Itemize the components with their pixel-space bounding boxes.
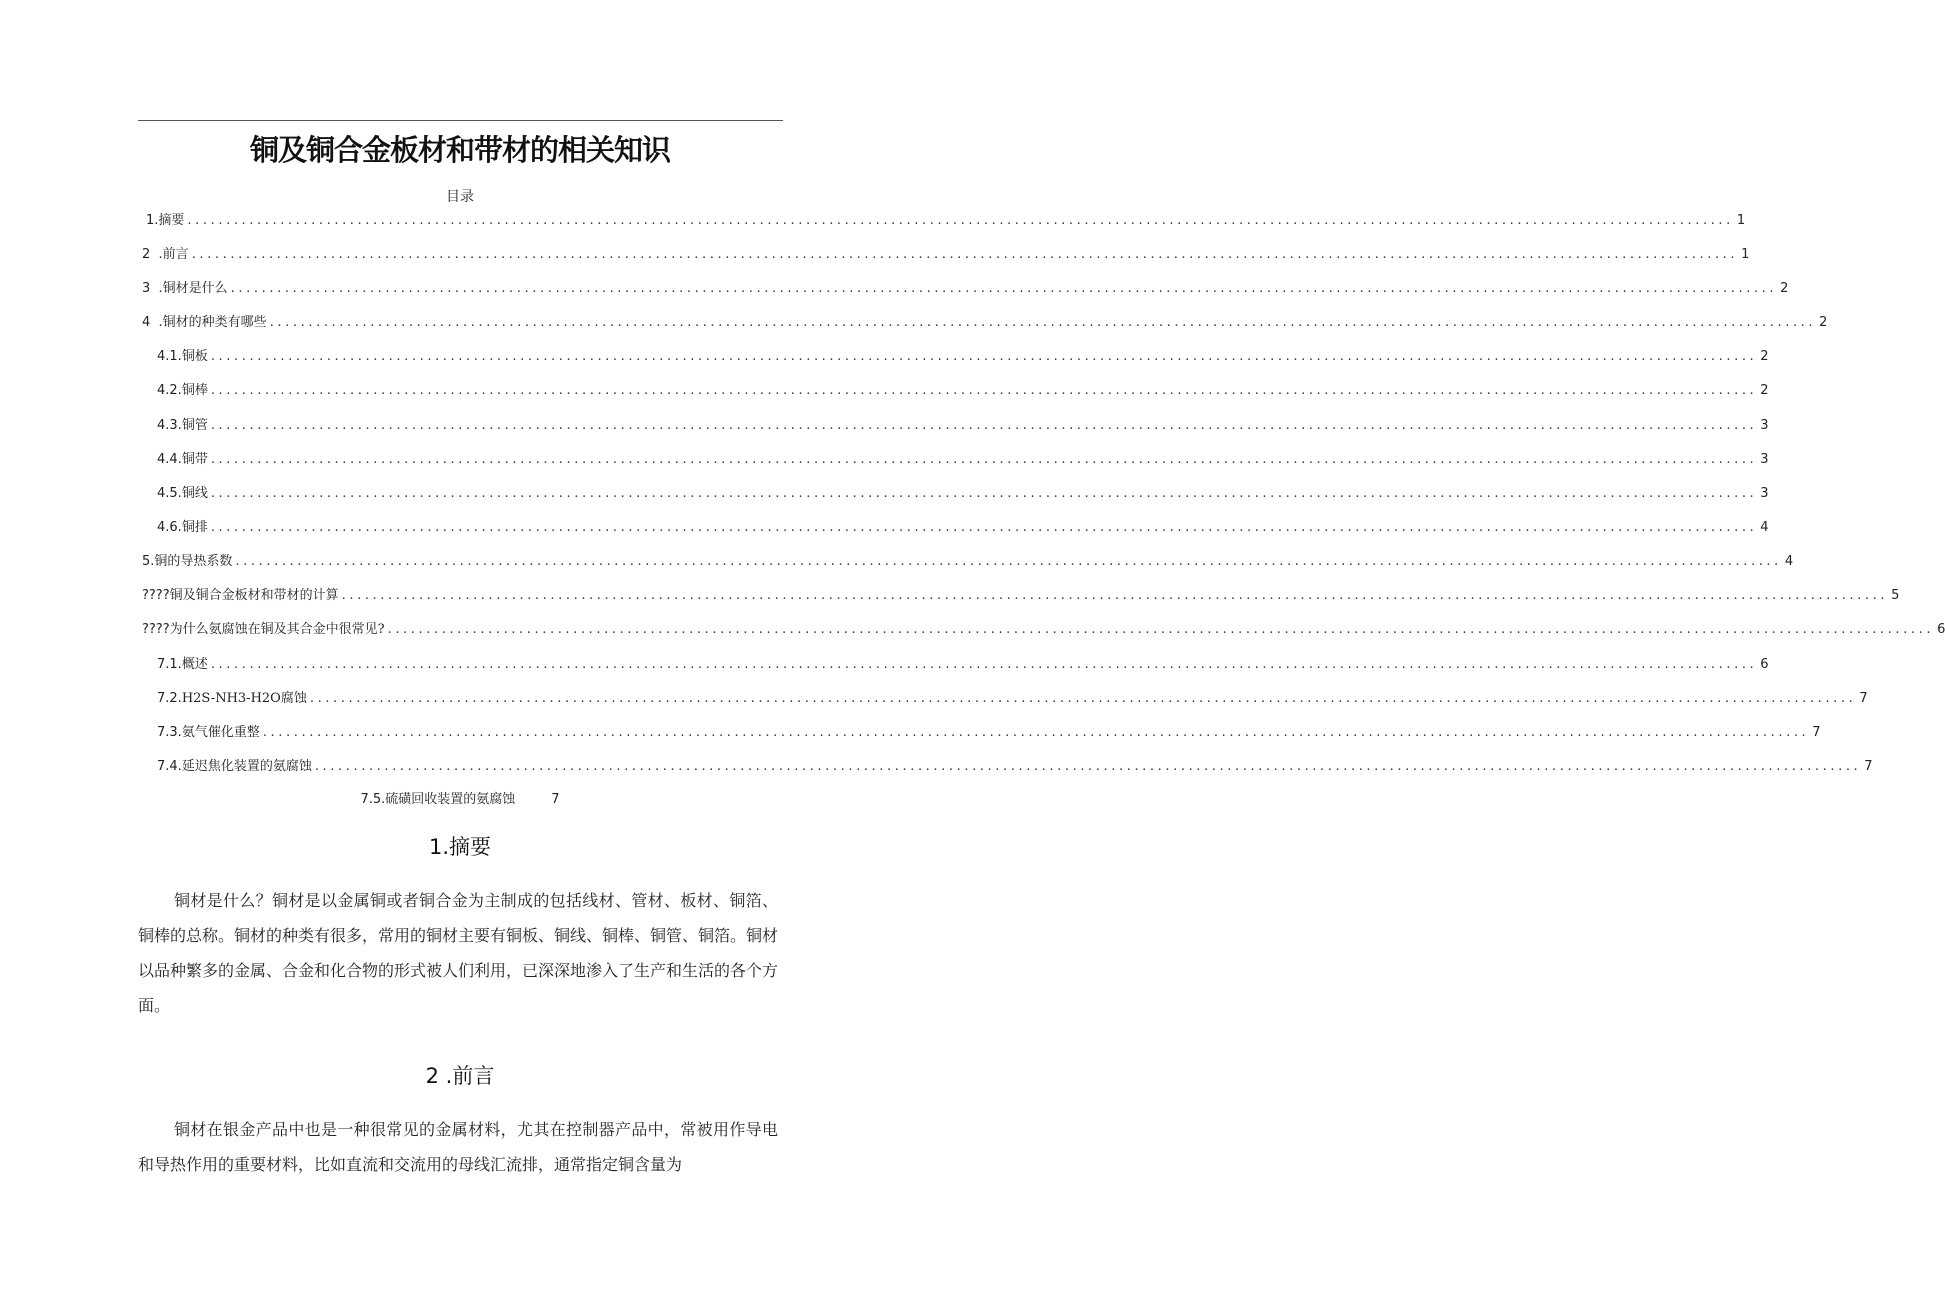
toc-entry-page: 7 [1859,691,1868,706]
toc-entry-number: ???? [142,588,170,603]
section-body-abstract: 铜材是什么？铜材是以金属铜或者铜合金为主制成的包括线材、管材、板材、铜箔、铜棒的总称。铜材的种类有很多，常用的铜材主要有铜板、铜线、铜棒、铜管、铜箔。铜材以品种繁多的金属、合金和化合物的形式被人们利用，已深深地渗入了生产和生活的各个方面。 [138,891,779,1015]
toc-entry-label [157,450,208,470]
toc-entry-page: 7 [551,792,560,807]
toc-entry-text: 为什么氨腐蚀在铜及其合金中很常见? [169,622,385,637]
toc-entry-text: 铜的导热系数 [154,554,233,569]
toc-entry-number: 7.2. [157,691,182,706]
toc-entry[interactable] [157,347,1769,367]
toc-entry-text: 铜线 [181,486,208,501]
toc-dot-leader: ........................................................................................................................................................................................................ [210,520,1758,535]
toc-entry-page: 2 [1760,383,1769,398]
toc-dot-leader: ........................................................................................................................................................................................................ [387,622,1935,637]
toc-entry-page: 5 [1891,588,1900,603]
toc-entry-label [142,313,267,333]
toc-entry[interactable] [157,381,1769,401]
toc-entry[interactable] [142,552,1794,572]
toc-entry[interactable] [146,211,1746,231]
toc-entry[interactable] [157,518,1769,538]
toc-dot-leader: ........................................................................................................................................................................................................ [210,418,1758,433]
section-heading-preface: 2 .前言 [425,1064,495,1088]
toc-entry-text: 摘要 [158,213,185,228]
toc-entry[interactable] [142,279,1789,299]
toc-entry-label [157,518,208,538]
toc-dot-leader: ........................................................................................................................................................................................................ [187,213,1734,228]
toc-entry-number: 1. [146,213,159,228]
toc-entry-label [142,245,189,265]
section-heading-abstract: 1.摘要 [428,835,492,859]
toc-entry[interactable] [157,757,1873,777]
toc-entry[interactable] [157,689,1868,709]
toc-entry-number: 2 [142,247,151,262]
toc-entry-page: 6 [1937,622,1945,637]
toc-entry-number: 4.3. [157,418,182,433]
toc-entry[interactable] [157,723,1821,743]
toc-entry-label [157,757,312,777]
header-rule [138,120,783,121]
toc-entry[interactable] [142,313,1828,333]
toc-entry-label [142,279,228,299]
toc-entry-text: H2S-NH3-H2O腐蚀 [181,691,307,706]
toc-entry-number: 4.2. [157,383,182,398]
toc-entry-number: ???? [142,622,170,637]
toc-dot-leader: ........................................................................................................................................................................................................ [191,247,1739,262]
toc-dot-leader: ........................................................................................................................................................................................................ [210,452,1758,467]
toc-entry-page: 4 [1784,554,1794,569]
toc-entry-label [157,484,208,504]
section-body-preface: 铜材在银金产品中也是一种很常见的金属材料，尤其在控制器产品中，常被用作导电和导热作用的重要材料，比如直流和交流用的母线汇流排，通常指定铜含量为 [138,1120,778,1174]
toc-entry-number: 4.1. [157,349,182,364]
toc-entry-label: 7.5.硫磺回收装置的氨腐蚀 [360,792,516,807]
toc-entry-label [157,416,208,436]
toc-entry-text: 氨气催化重整 [181,725,260,740]
toc-entry-number: 7.3. [157,725,182,740]
toc-entry-page: 3 [1760,486,1769,501]
toc-entry[interactable] [157,655,1769,675]
toc-entry-page: 6 [1760,657,1769,672]
toc-entry-page: 7 [1812,725,1821,740]
toc-entry-last[interactable] [0,790,920,810]
toc-entry-page: 1 [1741,247,1750,262]
toc-entry-number: 4 [142,315,151,330]
toc-entry-page: 7 [1864,759,1873,774]
toc-entry-text: .铜材的种类有哪些 [150,315,267,330]
toc-entry-text: 铜板 [181,349,208,364]
toc-entry-text: 铜带 [181,452,208,467]
toc-entry-page: 3 [1760,452,1769,467]
toc-entry-number: 5. [142,554,155,569]
toc-entry[interactable] [157,450,1769,470]
toc-entry-number: 4.4. [157,452,182,467]
toc-entry[interactable] [157,416,1769,436]
toc-entry-page: 1 [1736,213,1746,228]
toc-entry-page: 2 [1760,349,1769,364]
toc-entry-page: 2 [1819,315,1828,330]
toc-entry-label [157,381,208,401]
toc-dot-leader: ........................................................................................................................................................................................................ [210,657,1758,672]
toc-dot-leader: ........................................................................................................................................................................................................ [230,281,1778,296]
toc-dot-leader: ........................................................................................................................................................................................................ [314,759,1862,774]
toc-entry-text: 铜及铜合金板材和带材的计算 [169,588,339,603]
toc-entry-text: 概述 [181,657,208,672]
toc-entry-text: 铜棒 [181,383,208,398]
toc-entry-label [146,211,184,231]
toc-entry[interactable] [142,620,1945,640]
toc-dot-leader: ........................................................................................................................................................................................................ [210,349,1758,364]
toc-dot-leader: ........................................................................................................................................................................................................ [309,691,1857,706]
toc-entry-label [157,655,208,675]
toc-entry-label [142,586,339,606]
toc-entry-label [142,552,232,572]
toc-entry-number: 7.4. [157,759,182,774]
toc-entry[interactable] [142,245,1750,265]
toc-dot-leader: ........................................................................................................................................................................................................ [262,725,1810,740]
toc-entry-label [142,620,385,640]
toc-entry-label [157,689,307,709]
toc-entry[interactable] [157,484,1769,504]
toc-entry[interactable] [142,586,1900,606]
toc-entry-label [157,723,260,743]
toc-entry-page: 2 [1780,281,1789,296]
toc-entry-page: 3 [1760,418,1769,433]
toc-heading: 目录 [446,189,474,205]
toc-entry-text: 铜管 [181,418,208,433]
toc-entry-text: 延迟焦化装置的氨腐蚀 [181,759,312,774]
toc-entry-number: 4.6. [157,520,182,535]
toc-dot-leader: ........................................................................................................................................................................................................ [235,554,1782,569]
toc-entry-text: .铜材是什么 [150,281,228,296]
toc-entry-page: 4 [1760,520,1769,535]
toc-dot-leader: ........................................................................................................................................................................................................ [341,588,1889,603]
toc-dot-leader: ........................................................................................................................................................................................................ [210,486,1758,501]
toc-entry-number: 3 [142,281,151,296]
toc-entry-number: 7.1. [157,657,182,672]
toc-entry-number: 4.5. [157,486,182,501]
toc-dot-leader: ........................................................................................................................................................................................................ [269,315,1817,330]
toc-entry-text: .前言 [150,247,189,262]
document-title: 铜及铜合金板材和带材的相关知识 [249,133,670,167]
toc-entry-label [157,347,208,367]
toc-dot-leader: ........................................................................................................................................................................................................ [210,383,1758,398]
toc-entry-text: 铜排 [181,520,208,535]
